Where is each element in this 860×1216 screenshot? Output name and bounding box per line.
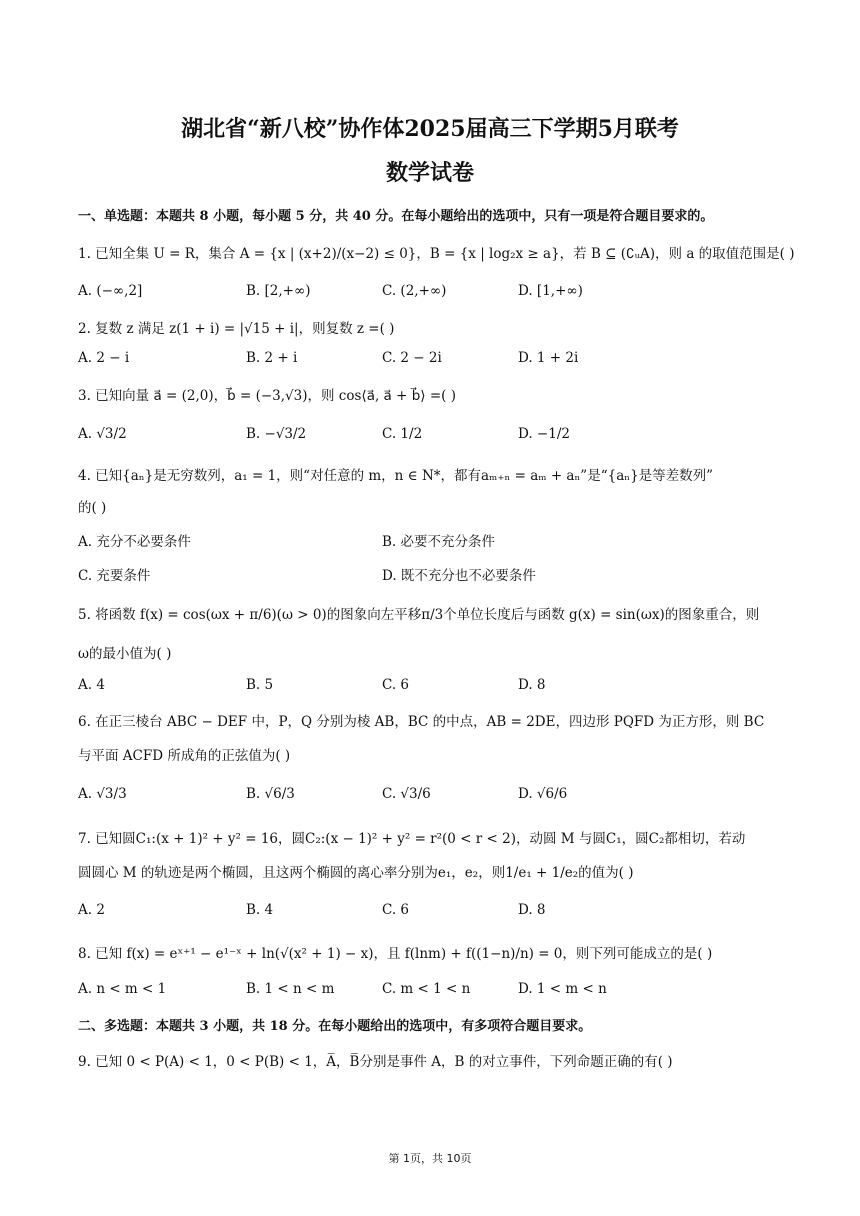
question-6-stem-line-2: 与平面 ACFD 所成角的正弦值为( ): [78, 748, 291, 764]
question-7-stem-line-1: 7. 已知圆C₁:(x + 1)² + y² = 16，圆C₂:(x − 1)² + y² = r²(0 < r < 2)，动圆 M 与圆C₁，圆C₂都相切，若动: [78, 831, 746, 847]
question-2-option-a: A. 2 − i: [78, 350, 130, 366]
question-6-option-d: D. √6/6: [518, 786, 568, 802]
section-heading-multiple-choice: 二、多选题：本题共 3 小题，共 18 分。在每小题给出的选项中，有多项符合题目要求。: [78, 1019, 592, 1034]
question-5-stem-line-2: ω的最小值为( ): [78, 646, 172, 662]
question-4-stem-line-1: 4. 已知{aₙ}是无穷数列，a₁ = 1，则“对任意的 m，n ∈ N*，都有aₘ₊ₙ = aₘ + aₙ”是“{aₙ}是等差数列”: [78, 468, 714, 484]
question-6-option-c: C. √3/6: [382, 786, 431, 802]
question-7-stem-line-2: 圆圆心 M 的轨迹是两个椭圆，且这两个椭圆的离心率分别为e₁，e₂，则1/e₁ + 1/e₂的值为( ): [78, 865, 634, 881]
question-3-option-b: B. −√3/2: [246, 426, 307, 442]
question-6-option-a: A. √3/3: [78, 786, 127, 802]
question-4-option-a: A. 充分不必要条件: [78, 534, 191, 550]
question-3-option-c: C. 1/2: [382, 426, 423, 442]
question-2-option-b: B. 2 + i: [246, 350, 298, 366]
question-4-stem-line-2: 的( ): [78, 500, 107, 516]
question-7-option-b: B. 4: [246, 902, 274, 918]
question-3-stem: 3. 已知向量 a⃗ = (2,0)，b⃗ = (−3,√3)，则 cos⟨a⃗, a⃗ + b⃗⟩ =( ): [78, 388, 456, 404]
question-8-option-a: A. n < m < 1: [78, 981, 167, 997]
question-5-option-c: C. 6: [382, 677, 410, 693]
question-2-option-d: D. 1 + 2i: [518, 350, 579, 366]
question-1-stem: 1. 已知全集 U = R，集合 A = {x | (x+2)/(x−2) ≤ 0}，B = {x | log₂x ≥ a}，若 B ⊆ (∁ᵤA)，则 a 的取值范围是( ): [78, 246, 795, 262]
question-4-option-c: C. 充要条件: [78, 568, 151, 584]
question-6-option-b: B. √6/3: [246, 786, 295, 802]
question-4-option-d: D. 既不充分也不必要条件: [382, 568, 536, 584]
section-heading-single-choice: 一、单选题：本题共 8 小题，每小题 5 分，共 40 分。在每小题给出的选项中，只有一项是符合题目要求的。: [78, 209, 714, 224]
question-4-option-b: B. 必要不充分条件: [382, 534, 496, 550]
question-3-option-d: D. −1/2: [518, 426, 570, 442]
question-8-stem: 8. 已知 f(x) = eˣ⁺¹ − e¹⁻ˣ + ln(√(x² + 1) − x)，且 f(lnm) + f((1−n)/n) = 0，则下列可能成立的是( ): [78, 946, 713, 962]
question-8-option-b: B. 1 < n < m: [246, 981, 335, 997]
page-title: 湖北省“新八校”协作体2025届高三下学期5月联考: [181, 116, 679, 142]
question-2-stem: 2. 复数 z 满足 z(1 + i) = |√15 + i|，则复数 z =( ): [78, 321, 395, 337]
question-5-option-a: A. 4: [78, 677, 105, 693]
question-8-option-c: C. m < 1 < n: [382, 981, 471, 997]
page-footer: 第 1页，共 10页: [388, 1152, 472, 1165]
question-9-stem: 9. 已知 0 < P(A) < 1，0 < P(B) < 1，A̅，B̅分别是事件 A，B 的对立事件，下列命题正确的有( ): [78, 1054, 673, 1070]
question-5-option-b: B. 5: [246, 677, 274, 693]
question-1-option-b: B. [2,+∞): [246, 283, 311, 299]
question-5-option-d: D. 8: [518, 677, 546, 693]
page-subtitle: 数学试卷: [385, 160, 474, 186]
question-7-option-a: A. 2: [78, 902, 105, 918]
question-7-option-d: D. 8: [518, 902, 546, 918]
question-7-option-c: C. 6: [382, 902, 410, 918]
question-5-stem-line-1: 5. 将函数 f(x) = cos(ωx + π/6)(ω > 0)的图象向左平移π/3个单位长度后与函数 g(x) = sin(ωx)的图象重合，则: [78, 607, 760, 623]
question-2-option-c: C. 2 − 2i: [382, 350, 442, 366]
question-8-option-d: D. 1 < m < n: [518, 981, 607, 997]
question-1-option-d: D. [1,+∞): [518, 283, 583, 299]
question-6-stem-line-1: 6. 在正三棱台 ABC − DEF 中，P，Q 分别为棱 AB，BC 的中点，AB = 2DE，四边形 PQFD 为正方形，则 BC: [78, 714, 765, 730]
question-1-option-a: A. (−∞,2]: [78, 283, 143, 299]
question-3-option-a: A. √3/2: [78, 426, 127, 442]
question-1-option-c: C. (2,+∞): [382, 283, 447, 299]
